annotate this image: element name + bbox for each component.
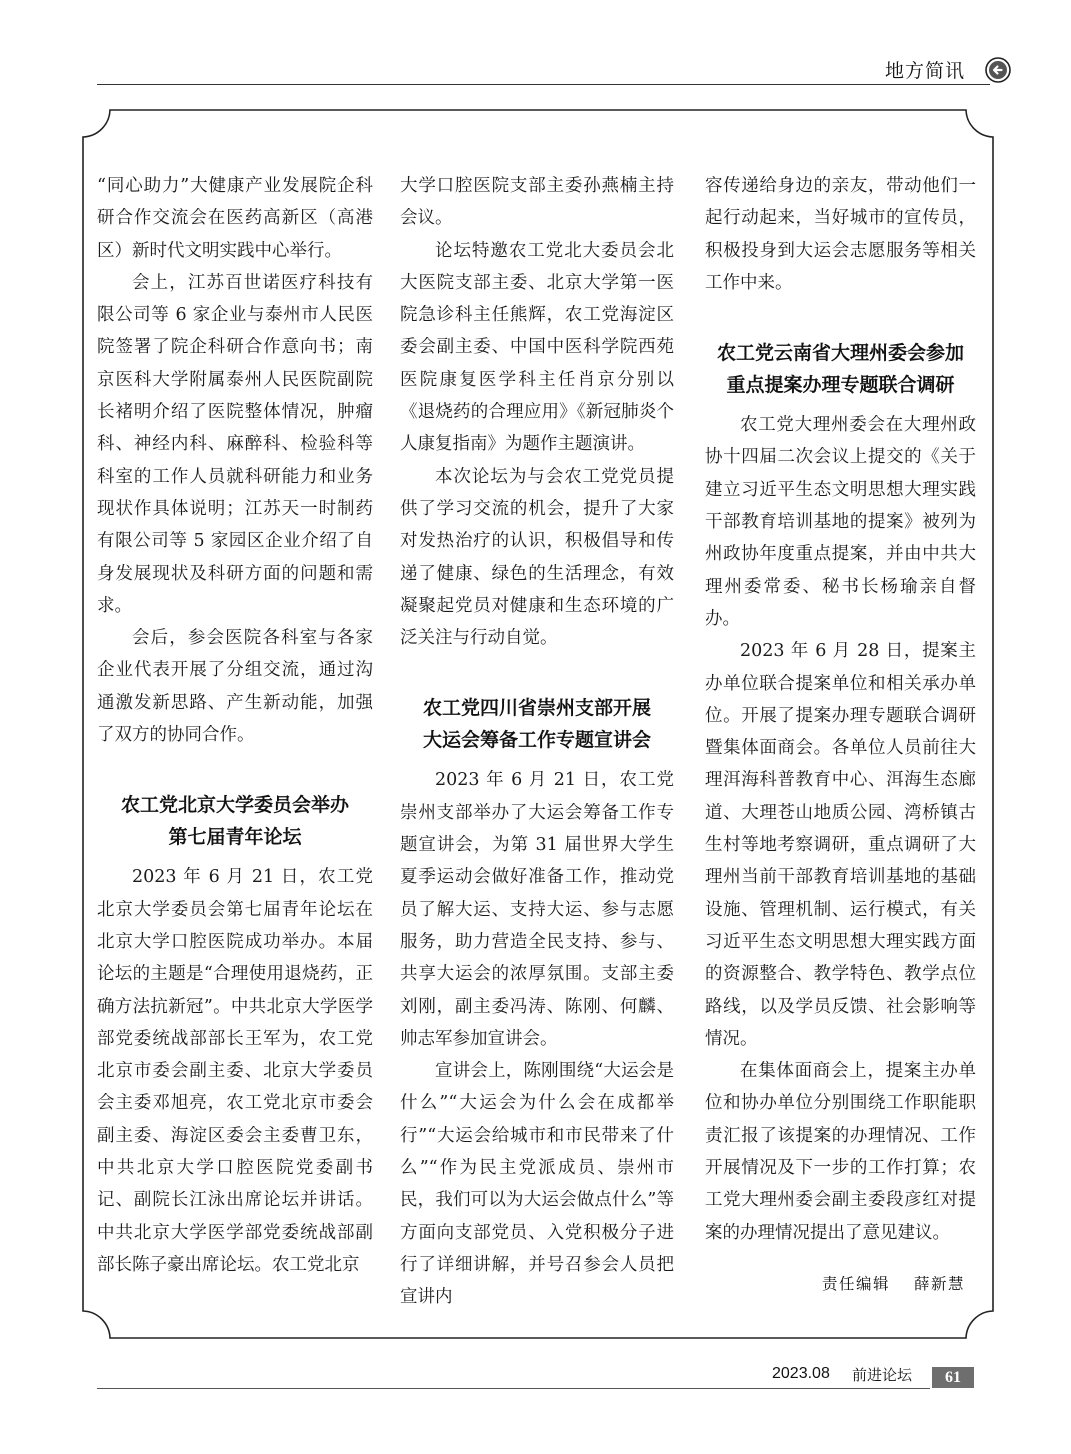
column-2 <box>400 170 674 1314</box>
paragraph: 2023 年 6 月 21 日，农工党北京大学委员会第七届青年论坛在北京大学口腔医院成功举办。本届论坛的主题是“合理使用退烧药，正确方法抗新冠”。中共北京大学医学部党委统战部部长王军为，农工党北京市委会副主委、北京大学委员会主委邓旭亮，农工党北京市委会副主委、海淀区委会主委曹卫东，中共北京大学口腔医院党委副书记、副院长江泳出席论坛并讲话。中共北京大学医学部党委统战部副部长陈子豪出席论坛。农工党北京 <box>97 867 373 1275</box>
page-number: 61 <box>932 1367 974 1388</box>
paragraph: 宣讲会上，陈刚围绕“大运会是什么”“大运会为什么会在成都举行”“大运会给城市和市民带来了什么”“作为民主党派成员、崇州市民，我们可以为大运会做点什么”等方面向支部党员、入党积极分子进行了详细讲解，并号召参会人员把宣讲内 <box>400 1061 674 1308</box>
title-line: 重点提案办理专题联合调研 <box>726 374 955 397</box>
paragraph: 会上，江苏百世诺医疗科技有限公司等 6 家企业与泰州市人民医院签署了院企科研合作意向书；南京医科大学附属泰州人民医院副院长褚明介绍了医院整体情况，肿瘤科、神经内科、麻醉科、检验科等科室的工作人员就科研能力和业务现状作具体说明；江苏天一时制药有限公司等 5 家园区企业介绍了自身发展现状及科研方面的问题和需求。 <box>97 272 373 616</box>
footer-rule <box>97 1388 930 1389</box>
column-1 <box>97 170 373 1281</box>
paragraph: 2023 年 6 月 28 日，提案主办单位联合提案单位和相关承办单位。开展了提案办理专题联合调研暨集体面商会。各单位人员前往大理洱海科普教育中心、洱海生态廊道、大理苍山地质公园、湾桥镇古生村等地考察调研，重点调研了大理州当前干部教育培训基地的基础设施、管理机制、运行模式，有关习近平生态文明思想大理实践方面的资源整合、教学特色、教学点位路线，以及学员反馈、社会影响等情况。 <box>705 641 976 1049</box>
article-title <box>705 337 976 401</box>
circled-left-arrow-icon <box>985 57 1011 83</box>
magazine-name: 前进论坛 <box>852 1366 913 1384</box>
title-line: 大运会筹备工作专题宣讲会 <box>422 729 651 752</box>
title-line: 农工党北京大学委员会举办 <box>120 794 349 817</box>
header-rule <box>97 84 990 85</box>
issue-date: 2023.08 <box>772 1365 830 1382</box>
paragraph: “同心助力”大健康产业发展院企科研合作交流会在医药高新区（高港区）新时代文明实践中心举行。 <box>97 176 373 261</box>
paragraph: 在集体面商会上，提案主办单位和协办单位分别围绕工作职能职责汇报了该提案的办理情况、工作开展情况及下一步的工作打算；农工党大理州委会副主委段彦红对提案的办理情况提出了意见建议。 <box>705 1061 976 1243</box>
title-line: 农工党四川省崇州支部开展 <box>422 697 651 720</box>
paragraph: 农工党大理州委会在大理州政协十四届二次会议上提交的《关于建立习近平生态文明思想大理实践干部教育培训基地的提案》被列为州政协年度重点提案，并由中共大理州委常委、秘书长杨瑜亲自督办。 <box>705 415 976 629</box>
title-line: 农工党云南省大理州委会参加 <box>716 342 964 365</box>
responsible-editor <box>822 1272 965 1294</box>
paragraph: 会后，参会医院各科室与各家企业代表开展了分组交流，通过沟通激发新思路、产生新动能，加强了双方的协同合作。 <box>97 628 373 746</box>
editor-label: 责任编辑 <box>822 1275 891 1293</box>
editor-name: 薛新慧 <box>914 1275 966 1293</box>
article-title <box>400 692 674 756</box>
paragraph: 大学口腔医院支部主委孙燕楠主持会议。 <box>400 176 674 229</box>
paragraph: 本次论坛为与会农工党党员提供了学习交流的机会，提升了大家对发热治疗的认识，积极倡导和传递了健康、绿色的生活理念，有效凝聚起党员对健康和生态环境的广泛关注与行动自觉。 <box>400 466 674 649</box>
paragraph: 容传递给身边的亲友，带动他们一起行动起来，当好城市的宣传员，积极投身到大运会志愿服务等相关工作中来。 <box>705 176 976 293</box>
column-3 <box>705 170 976 1249</box>
title-line: 第七届青年论坛 <box>168 826 302 849</box>
article-title <box>97 789 373 853</box>
paragraph: 2023 年 6 月 21 日，农工党崇州支部举办了大运会筹备工作专题宣讲会，为第 31 届世界大学生夏季运动会做好准备工作，推动党员了解大运、支持大运、参与志愿服务，助力营造全民支持、参与、共享大运会的浓厚氛围。支部主委刘刚，副主委冯涛、陈刚、何麟、帅志军参加宣讲会。 <box>400 770 674 1049</box>
section-title: 地方简讯 <box>885 60 966 82</box>
paragraph: 论坛特邀农工党北大委员会北大医院支部主委、北京大学第一医院急诊科主任熊辉，农工党海淀区委会副主委、中国中医科学院西苑医院康复医学科主任肖京分别以《退烧药的合理应用》《新冠肺炎个人康复指南》为题作主题演讲。 <box>400 240 674 455</box>
